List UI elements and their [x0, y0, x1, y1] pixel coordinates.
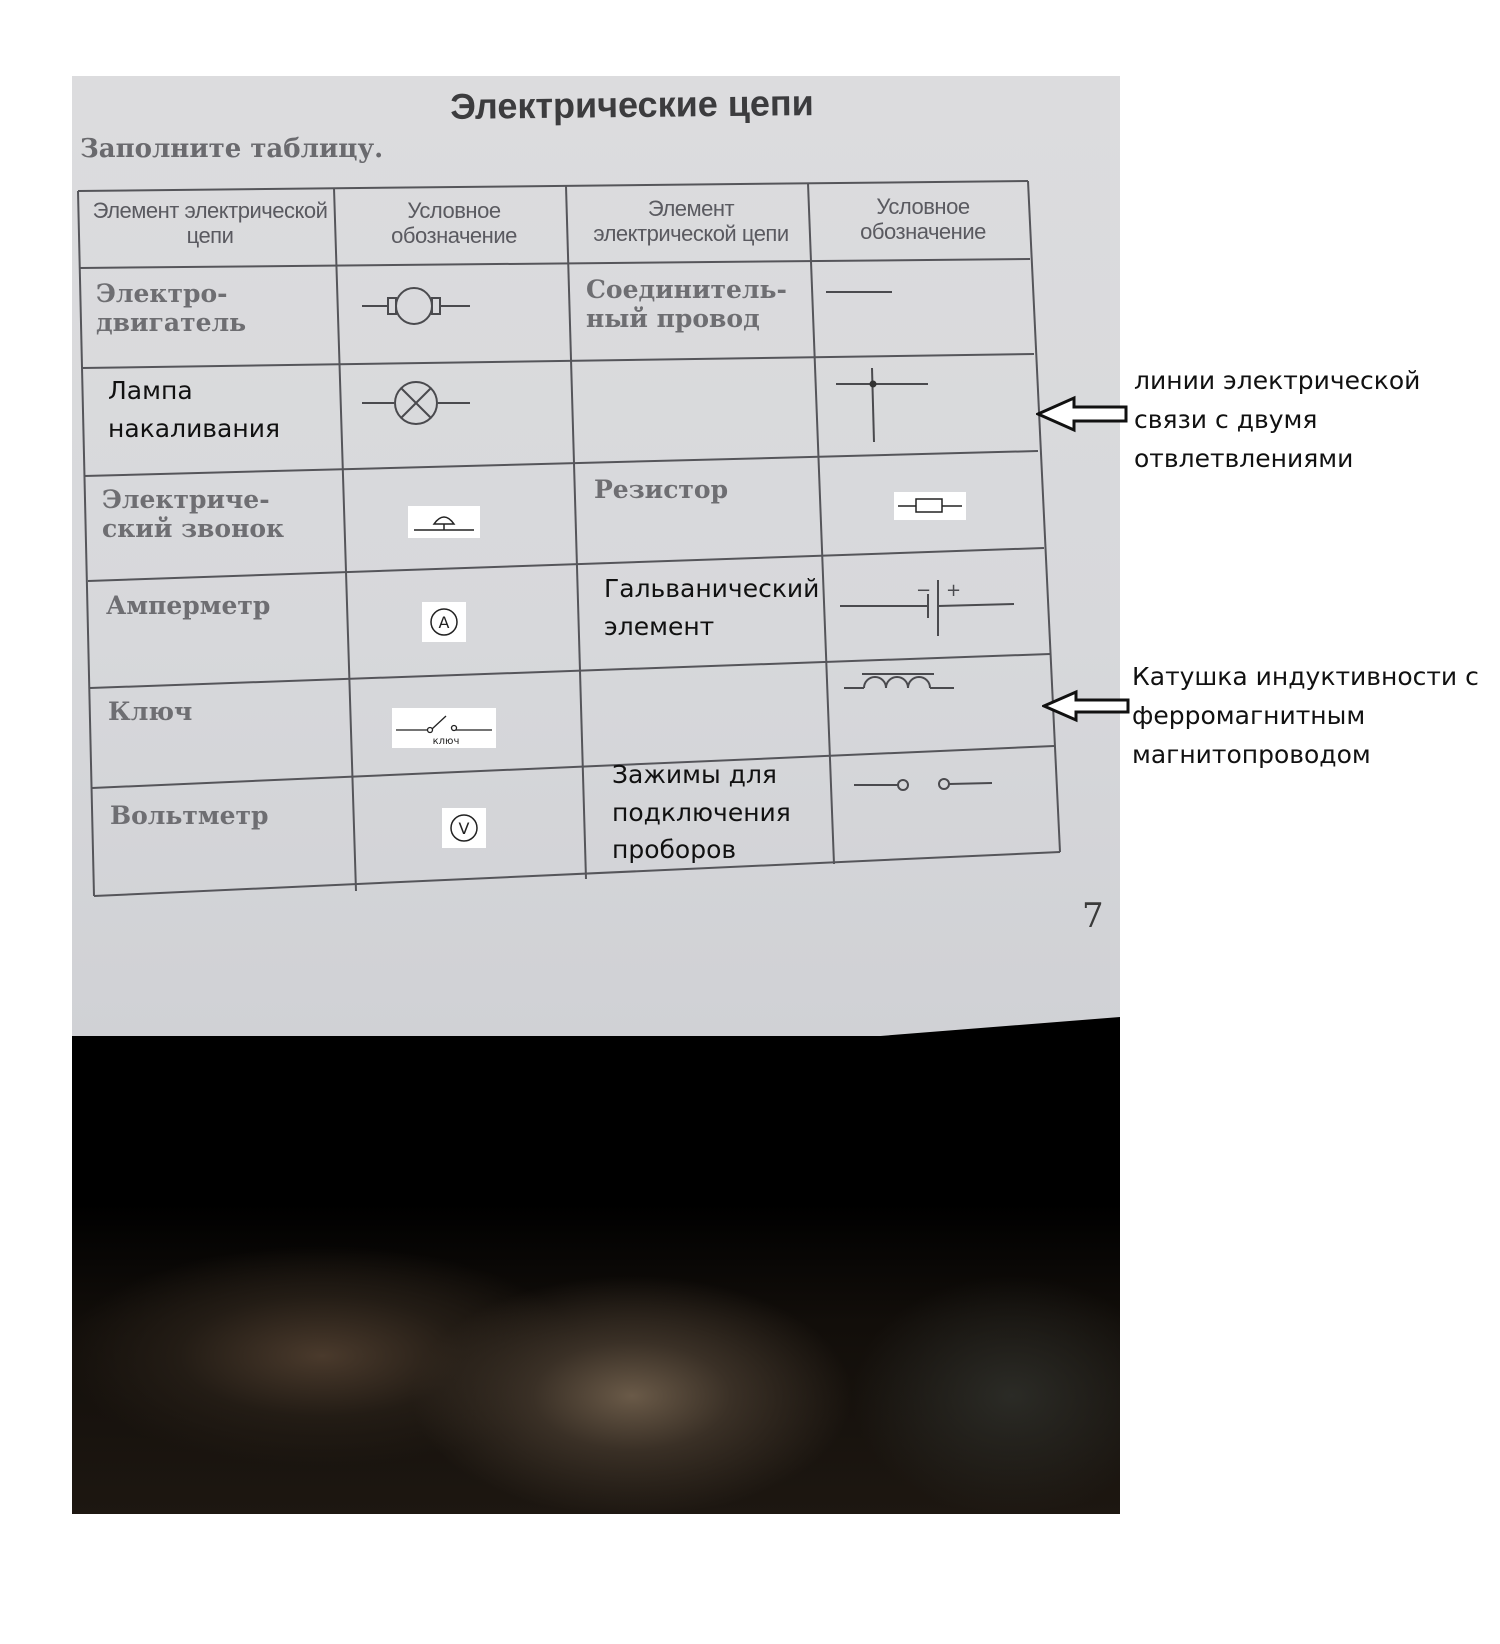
resistor-symbol-image [894, 492, 966, 520]
arrow-left-icon [1042, 688, 1132, 724]
voltmeter-symbol-image [442, 808, 486, 848]
switch-symbol-image [392, 708, 496, 748]
wire-junction-symbol-icon [832, 366, 932, 446]
ammeter-letter: A [438, 613, 450, 632]
cell-plus-label: + [946, 580, 962, 601]
header-symbol-right: Условное обозначение [860, 194, 986, 245]
resistor-symbol-icon [894, 492, 966, 520]
element-wire: Соединитель-ный провод [586, 275, 787, 333]
annotation-junction-note: линии электрической связи с двумя отвлетвлениями [1134, 366, 1421, 473]
arrow-left-icon [1036, 394, 1130, 434]
ammeter-symbol-image [422, 602, 466, 642]
element-bell: Электриче-ский звонок [102, 485, 285, 543]
wire-symbol-icon [824, 282, 896, 302]
page-title: Электрические цепи [449, 82, 814, 127]
element-terminals: Зажимы для подключения проборов [612, 760, 791, 864]
voltmeter-letter: V [458, 819, 470, 838]
element-switch: Ключ [108, 697, 193, 726]
annotation-inductor-note: Катушка индуктивности с ферромагнитным магнитопроводом [1132, 662, 1479, 769]
page-number: 7 [1082, 896, 1104, 936]
element-ammeter: Амперметр [106, 591, 271, 620]
element-galvanic-cell: Гальванический элемент [604, 574, 820, 641]
voltmeter-symbol-icon [442, 808, 486, 848]
cell-minus-label: − [916, 580, 932, 601]
header-element-right: Элемент электрической цепи [593, 196, 789, 247]
ammeter-symbol-icon [422, 602, 466, 642]
instruction-text: Заполните таблицу. [80, 134, 384, 164]
element-resistor: Резистор [594, 475, 729, 504]
bell-symbol-icon [408, 506, 480, 538]
element-lamp: Лампа накаливания [108, 376, 280, 443]
element-motor: Электро-двигатель [96, 279, 247, 337]
header-element-left: Элемент электрической цепи [92, 198, 328, 249]
galvanic-cell-symbol-icon [838, 576, 1018, 640]
header-symbol-left: Условное обозначение [391, 198, 517, 249]
inductor-symbol-icon [842, 664, 958, 696]
terminals-symbol-icon [852, 770, 1002, 800]
lamp-symbol-icon [362, 378, 472, 428]
bell-symbol-image [408, 506, 480, 538]
dark-background [72, 1036, 1120, 1514]
motor-symbol-icon [362, 284, 472, 328]
switch-caption: ключ [432, 736, 460, 747]
element-voltmeter: Вольтметр [110, 801, 269, 830]
workbook-photo [72, 76, 1120, 1514]
switch-symbol-icon [392, 708, 496, 748]
